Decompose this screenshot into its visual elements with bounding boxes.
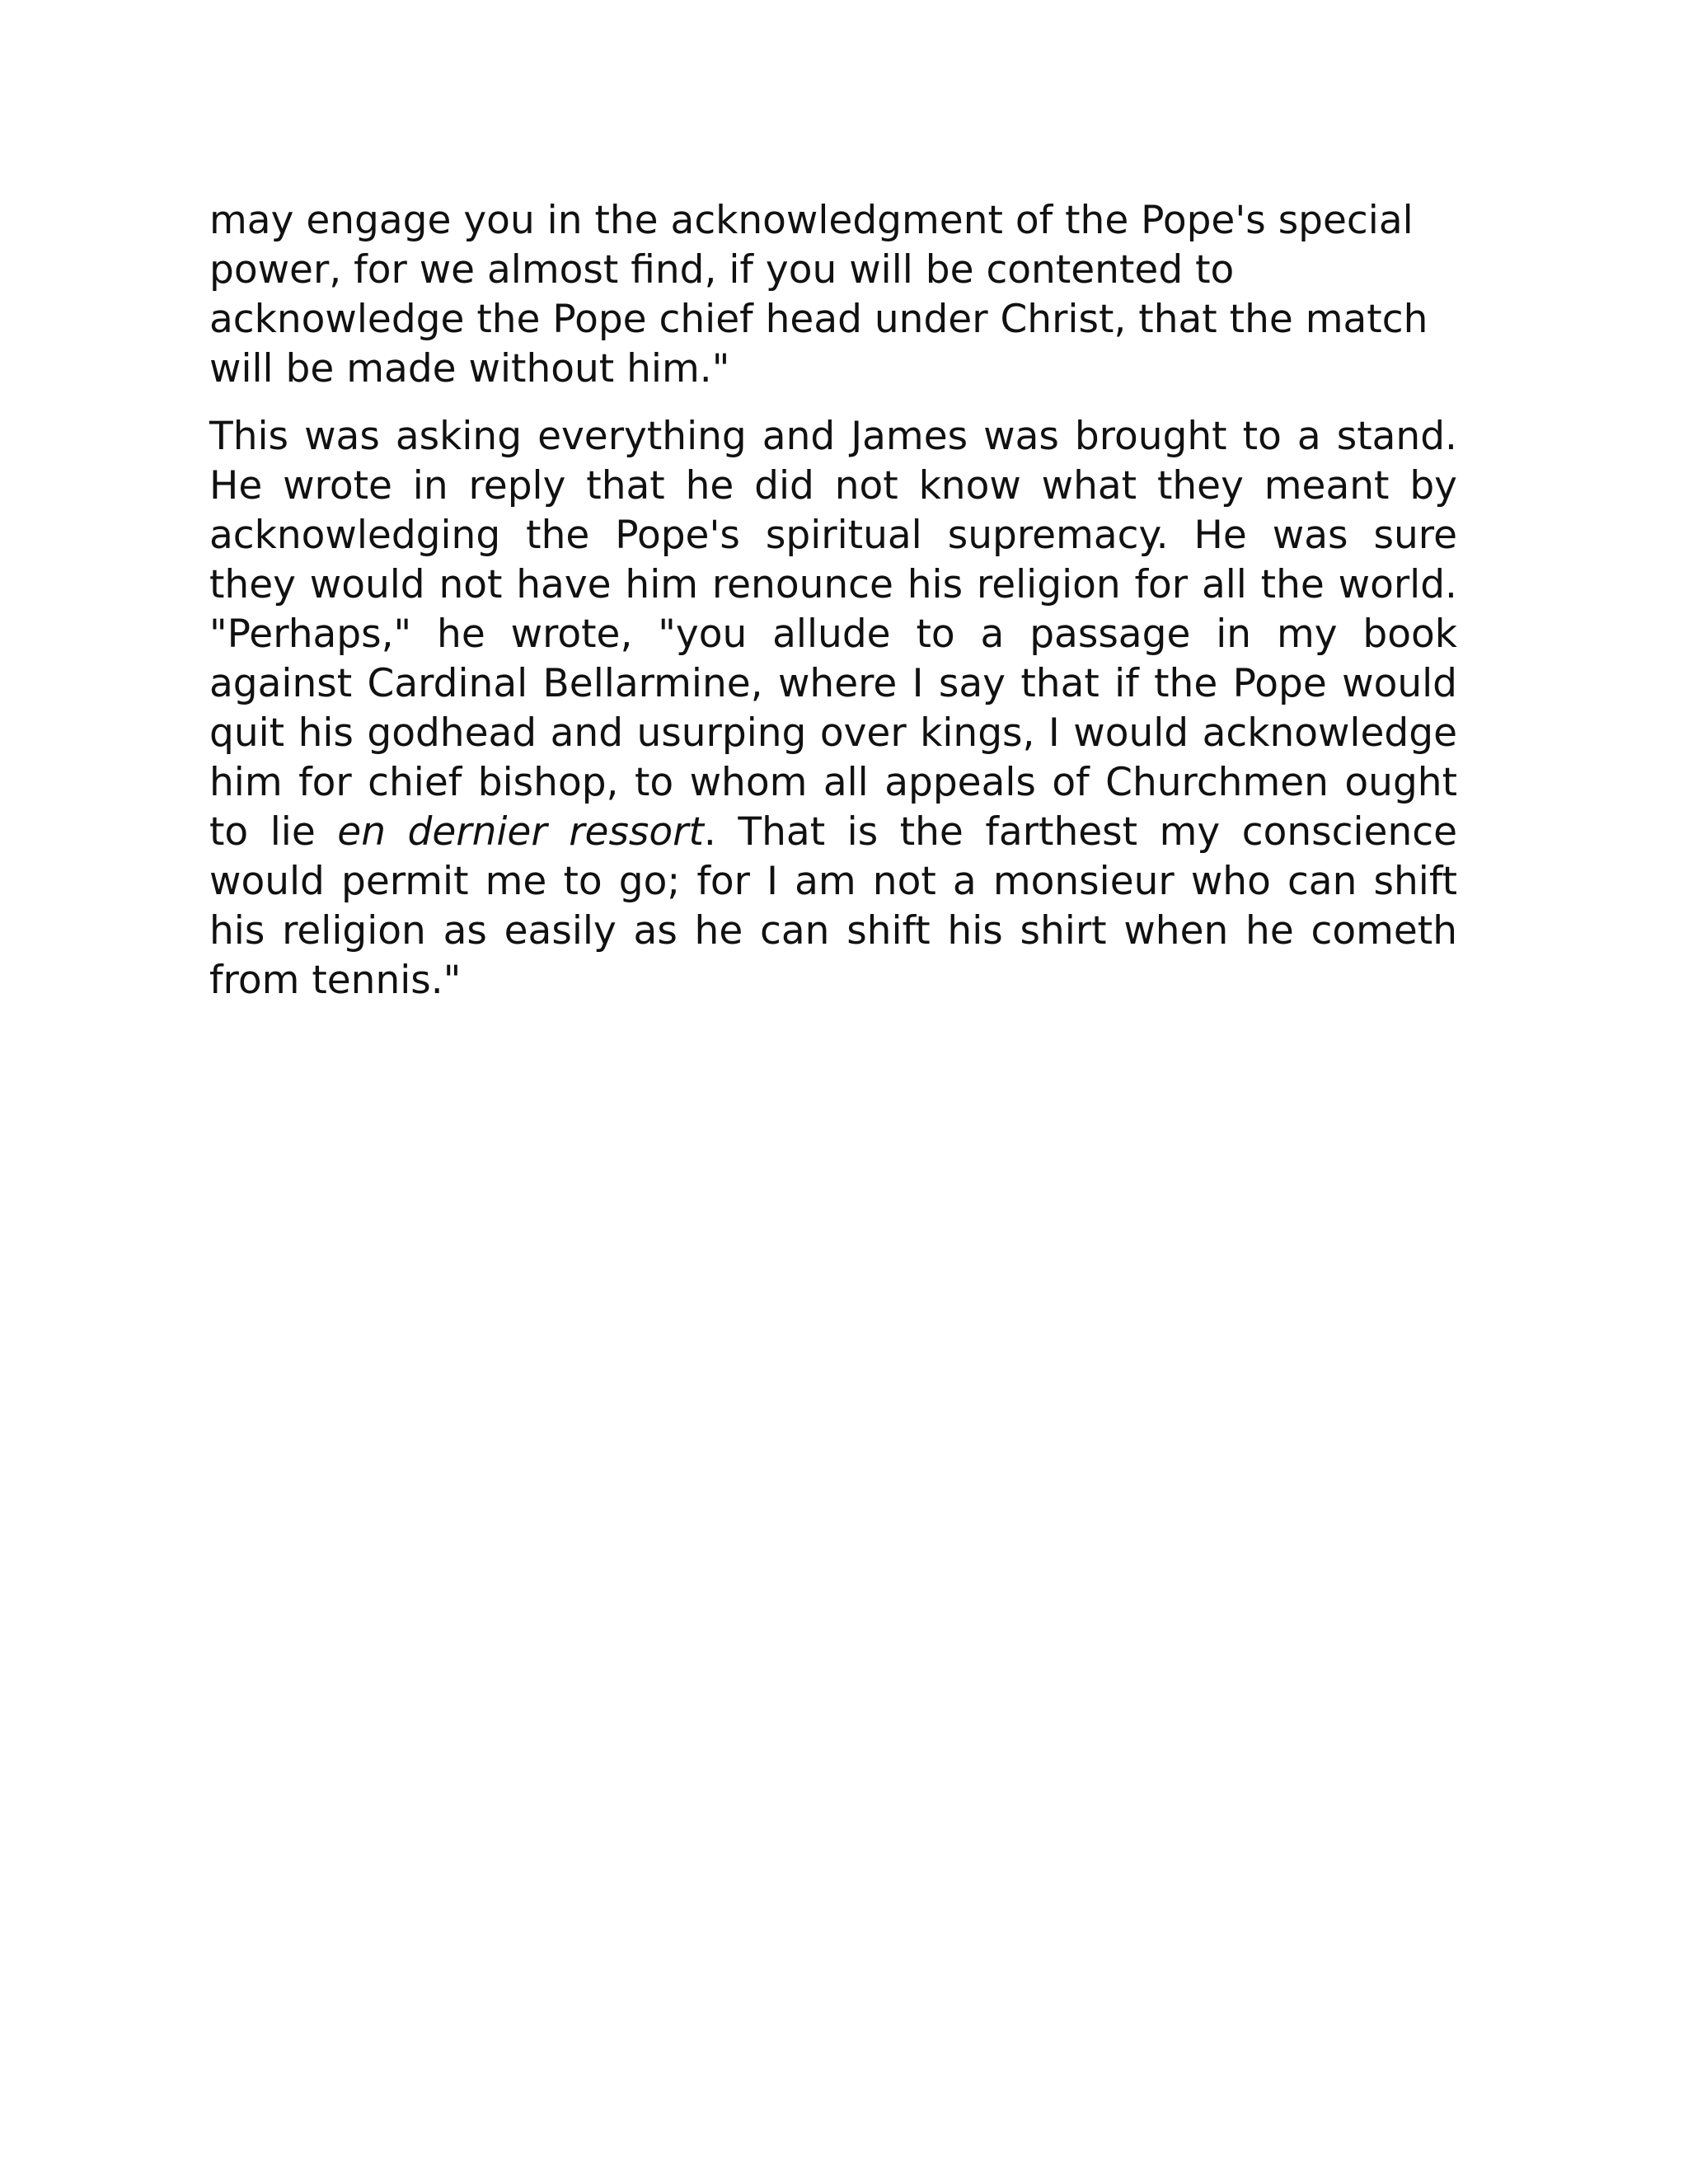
paragraph-2-italic-phrase: en dernier ressort (337, 809, 704, 855)
paragraph-1: may engage you in the acknowledgment of the Pope's special power, for we almost find, if you will be contented to acknowledge the Pope chief head under Christ, that the match will be made without him." (209, 198, 1428, 391)
paragraph-2 (209, 412, 1457, 1005)
paragraph-2-text-before-italic: This was asking everything and James was brought to a stand. He wrote in reply that he did not know what they meant by acknowledging the Pope's spiritual supremacy. He was sure they would not have him renounce his religion for all the world. "Perhaps," he wrote, "you allude to a passage in my book against Cardinal Bellarmine, where I say that if the Pope would quit his godhead and usurping over kings, I would acknowledge him for chief bishop, to whom all appeals of Churchmen ought to lie (209, 414, 1457, 855)
paragraph-2-text-after-italic: . That is the farthest my conscience would permit me to go; for I am not a monsieur who can shift his religion as easily as he can shift his shirt when he cometh from tennis." (209, 809, 1457, 1003)
body-text (209, 196, 1457, 1005)
